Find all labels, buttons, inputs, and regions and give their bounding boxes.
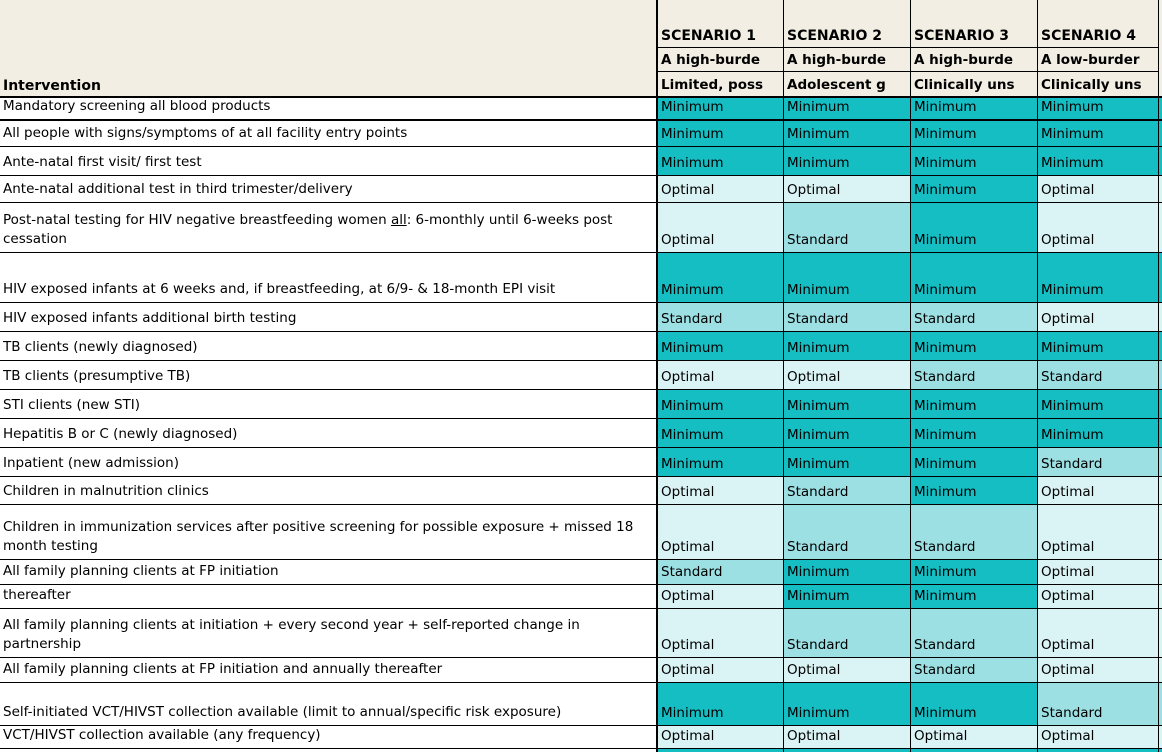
clipped-next-column-sliver: [1158, 505, 1162, 559]
scenario-3-value-cell[interactable]: Standard: [910, 361, 1037, 389]
intervention-column-header[interactable]: Intervention: [0, 0, 656, 96]
scenario-2-value-cell[interactable]: Standard: [783, 477, 910, 504]
scenario-2-header[interactable]: [783, 0, 910, 96]
clipped-next-column-sliver: [1158, 726, 1162, 748]
clipped-next-column-sliver: [1158, 303, 1162, 331]
scenario-3-burden: A high-burde: [911, 47, 1037, 71]
scenario-4-value-cell[interactable]: Optimal: [1037, 560, 1158, 584]
scenario-2-value-cell[interactable]: Minimum: [783, 560, 910, 584]
intervention-label-part: : 6-monthly until 6-weeks post cessation: [3, 211, 613, 248]
scenario-1-value-cell[interactable]: Optimal: [656, 585, 783, 608]
table-body: [0, 98, 1162, 749]
table-row: [0, 658, 1162, 683]
scenario-3-value-cell[interactable]: Optimal: [910, 726, 1037, 748]
table-row: [0, 121, 1162, 147]
scenario-4-value-cell[interactable]: Optimal: [1037, 203, 1158, 252]
scenario-2-value-cell[interactable]: Minimum: [783, 332, 910, 360]
clipped-next-column-sliver: [1158, 477, 1162, 504]
scenario-1-value-cell[interactable]: Minimum: [656, 683, 783, 725]
scenario-1-value-cell[interactable]: Optimal: [656, 505, 783, 559]
scenario-4-value-cell[interactable]: Minimum: [1037, 390, 1158, 418]
clipped-next-column-sliver: [1158, 419, 1162, 447]
intervention-cell[interactable]: thereafter: [0, 585, 656, 608]
scenario-4-value-cell[interactable]: Optimal: [1037, 303, 1158, 331]
table-row: [0, 361, 1162, 390]
clipped-next-column-sliver: [1158, 448, 1162, 476]
clipped-next-column-sliver: [1158, 147, 1162, 175]
scenario-2-title: SCENARIO 2: [787, 28, 882, 44]
scenario-1-value-cell[interactable]: Optimal: [656, 176, 783, 202]
intervention-label-part: Post-natal testing for HIV negative breastfeeding women: [3, 211, 391, 228]
scenario-4-value-cell[interactable]: Optimal: [1037, 609, 1158, 657]
scenario-4-title: SCENARIO 4: [1041, 28, 1136, 44]
scenario-4-value-cell[interactable]: Standard: [1037, 361, 1158, 389]
scenario-2-value-cell[interactable]: Standard: [783, 303, 910, 331]
clipped-next-column-sliver: [1158, 121, 1162, 146]
intervention-cell[interactable]: Children in malnutrition clinics: [0, 477, 656, 504]
scenario-2-value-cell[interactable]: Minimum: [783, 121, 910, 146]
scenario-2-value-cell[interactable]: Optimal: [783, 176, 910, 202]
scenario-3-description: Clinically uns: [911, 71, 1037, 96]
scenario-2-value-cell[interactable]: Standard: [783, 203, 910, 252]
scenario-1-value-cell[interactable]: Minimum: [656, 253, 783, 302]
scenario-3-value-cell[interactable]: Minimum: [910, 477, 1037, 504]
table-row: [0, 585, 1162, 609]
clipped-next-column-sliver: [1158, 361, 1162, 389]
intervention-cell[interactable]: Children in immunization services after positive screening for possible exposure + missed 18 month testing: [0, 505, 656, 559]
intervention-cell[interactable]: VCT/HIVST collection available (any frequency): [0, 726, 656, 748]
scenario-1-value-cell[interactable]: Minimum: [656, 121, 783, 146]
scenario-4-value-cell[interactable]: Optimal: [1037, 176, 1158, 202]
scenario-1-value-cell[interactable]: Minimum: [656, 147, 783, 175]
clipped-next-column-sliver: [1158, 585, 1162, 608]
scenario-1-value-cell[interactable]: Minimum: [656, 419, 783, 447]
scenario-1-value-cell[interactable]: Optimal: [656, 203, 783, 252]
scenario-3-value-cell[interactable]: Minimum: [910, 98, 1037, 119]
intervention-cell[interactable]: All family planning clients at initiation + every second year + self-reported change in partnership: [0, 609, 656, 657]
clipped-next-column-sliver: [1158, 98, 1162, 119]
scenario-1-description: Limited, poss: [658, 71, 783, 96]
scenario-4-value-cell[interactable]: Optimal: [1037, 585, 1158, 608]
clipped-next-column-sliver: [1158, 658, 1162, 682]
scenario-3-header[interactable]: [910, 0, 1037, 96]
intervention-cell[interactable]: All family planning clients at FP initiation and annually thereafter: [0, 658, 656, 682]
scenario-3-value-cell[interactable]: Minimum: [910, 147, 1037, 175]
clipped-next-column-sliver: [1158, 203, 1162, 252]
scenario-4-value-cell[interactable]: Optimal: [1037, 726, 1158, 748]
scenario-4-value-cell[interactable]: Minimum: [1037, 253, 1158, 302]
scenario-1-value-cell[interactable]: Standard: [656, 303, 783, 331]
scenario-2-value-cell[interactable]: Minimum: [783, 253, 910, 302]
scenario-4-value-cell[interactable]: Minimum: [1037, 332, 1158, 360]
intervention-cell[interactable]: All people with signs/symptoms of at all facility entry points: [0, 121, 656, 146]
scenario-4-value-cell[interactable]: Standard: [1037, 683, 1158, 725]
intervention-cell[interactable]: HIV exposed infants at 6 weeks and, if breastfeeding, at 6/9- & 18-month EPI visit: [0, 253, 656, 302]
clipped-next-column-sliver: [1158, 390, 1162, 418]
scenario-4-value-cell[interactable]: Standard: [1037, 448, 1158, 476]
scenario-2-value-cell[interactable]: Optimal: [783, 658, 910, 682]
intervention-cell[interactable]: STI clients (new STI): [0, 390, 656, 418]
scenario-2-value-cell[interactable]: Optimal: [783, 361, 910, 389]
table-row: [0, 176, 1162, 203]
scenario-1-value-cell[interactable]: Optimal: [656, 658, 783, 682]
scenario-3-value-cell[interactable]: Standard: [910, 658, 1037, 682]
scenario-1-header[interactable]: [656, 0, 783, 96]
scenario-1-value-cell[interactable]: Minimum: [656, 390, 783, 418]
table-row: [0, 609, 1162, 658]
scenario-1-value-cell[interactable]: Optimal: [656, 361, 783, 389]
table-row: [0, 505, 1162, 560]
table-header: [0, 0, 1162, 98]
scenario-1-value-cell[interactable]: Optimal: [656, 477, 783, 504]
scenario-4-value-cell[interactable]: Optimal: [1037, 658, 1158, 682]
scenario-4-value-cell[interactable]: Minimum: [1037, 147, 1158, 175]
scenario-1-value-cell[interactable]: Minimum: [656, 332, 783, 360]
scenario-4-value-cell[interactable]: Optimal: [1037, 505, 1158, 559]
intervention-cell[interactable]: HIV exposed infants additional birth testing: [0, 303, 656, 331]
scenario-2-value-cell[interactable]: Minimum: [783, 448, 910, 476]
clipped-next-column-sliver: [1158, 0, 1162, 96]
intervention-label-part: all: [390, 211, 407, 228]
scenario-2-value-cell[interactable]: Standard: [783, 609, 910, 657]
table-row: [0, 303, 1162, 332]
scenario-4-value-cell[interactable]: Minimum: [1037, 98, 1158, 119]
intervention-cell[interactable]: Ante-natal additional test in third trimester/delivery: [0, 176, 656, 202]
scenario-2-value-cell[interactable]: Minimum: [783, 683, 910, 725]
table-row: [0, 560, 1162, 585]
clipped-next-column-sliver: [1158, 560, 1162, 584]
scenario-2-value-cell[interactable]: Optimal: [783, 726, 910, 748]
table-row: [0, 477, 1162, 505]
table-row: [0, 419, 1162, 448]
intervention-cell[interactable]: TB clients (presumptive TB): [0, 361, 656, 389]
scenario-4-description: Clinically uns: [1038, 71, 1158, 96]
scenario-2-value-cell[interactable]: Minimum: [783, 419, 910, 447]
scenario-4-value-cell[interactable]: Optimal: [1037, 477, 1158, 504]
clipped-next-column-sliver: [1158, 253, 1162, 302]
scenario-2-value-cell[interactable]: Minimum: [783, 390, 910, 418]
scenario-3-value-cell[interactable]: Minimum: [910, 121, 1037, 146]
clipped-next-column-sliver: [1158, 176, 1162, 202]
scenario-3-value-cell[interactable]: Minimum: [910, 332, 1037, 360]
scenario-1-value-cell[interactable]: Minimum: [656, 448, 783, 476]
scenario-3-value-cell[interactable]: Minimum: [910, 560, 1037, 584]
table-row: [0, 253, 1162, 303]
intervention-cell[interactable]: All family planning clients at FP initiation: [0, 560, 656, 584]
table-row: [0, 203, 1162, 253]
table-row: [0, 98, 1162, 121]
intervention-cell[interactable]: Inpatient (new admission): [0, 448, 656, 476]
scenario-3-value-cell[interactable]: Minimum: [910, 419, 1037, 447]
scenario-2-burden: A high-burde: [784, 47, 910, 71]
scenario-2-description: Adolescent g: [784, 71, 910, 96]
scenario-3-value-cell[interactable]: Minimum: [910, 448, 1037, 476]
scenario-1-value-cell[interactable]: Optimal: [656, 609, 783, 657]
scenario-3-value-cell[interactable]: Standard: [910, 609, 1037, 657]
clipped-next-column-sliver: [1158, 332, 1162, 360]
scenario-1-value-cell[interactable]: Optimal: [656, 726, 783, 748]
scenario-4-header[interactable]: [1037, 0, 1158, 96]
table-row: [0, 390, 1162, 419]
scenario-3-title: SCENARIO 3: [914, 28, 1009, 44]
scenario-3-value-cell[interactable]: Minimum: [910, 390, 1037, 418]
table-row: [0, 726, 1162, 749]
clipped-next-column-sliver: [1158, 683, 1162, 725]
scenario-2-value-cell[interactable]: Minimum: [783, 98, 910, 119]
table-row: [0, 147, 1162, 176]
table-row: [0, 683, 1162, 726]
scenario-2-value-cell[interactable]: Standard: [783, 505, 910, 559]
scenario-4-value-cell[interactable]: Minimum: [1037, 121, 1158, 146]
intervention-cell[interactable]: Ante-natal first visit/ first test: [0, 147, 656, 175]
scenario-3-value-cell[interactable]: Minimum: [910, 683, 1037, 725]
intervention-cell[interactable]: TB clients (newly diagnosed): [0, 332, 656, 360]
intervention-cell[interactable]: Self-initiated VCT/HIVST collection available (limit to annual/specific risk exposure): [0, 683, 656, 725]
scenario-3-value-cell[interactable]: Minimum: [910, 176, 1037, 202]
clipped-next-column-sliver: [1158, 609, 1162, 657]
scenario-2-value-cell[interactable]: Minimum: [783, 147, 910, 175]
scenario-4-burden: A low-burder: [1038, 47, 1158, 71]
scenario-1-value-cell[interactable]: Minimum: [656, 98, 783, 119]
table-row: [0, 332, 1162, 361]
scenario-1-value-cell[interactable]: Standard: [656, 560, 783, 584]
scenario-1-title: SCENARIO 1: [661, 28, 756, 44]
scenario-2-value-cell[interactable]: Minimum: [783, 585, 910, 608]
scenario-3-value-cell[interactable]: Minimum: [910, 253, 1037, 302]
intervention-cell[interactable]: [0, 203, 656, 252]
scenario-3-value-cell[interactable]: Minimum: [910, 203, 1037, 252]
scenario-1-burden: A high-burde: [658, 47, 783, 71]
scenario-4-value-cell[interactable]: Minimum: [1037, 419, 1158, 447]
scenario-3-value-cell[interactable]: Minimum: [910, 585, 1037, 608]
intervention-cell[interactable]: Mandatory screening all blood products: [0, 98, 656, 119]
scenario-3-value-cell[interactable]: Standard: [910, 303, 1037, 331]
scenario-3-value-cell[interactable]: Standard: [910, 505, 1037, 559]
table-row: [0, 448, 1162, 477]
intervention-cell[interactable]: Hepatitis B or C (newly diagnosed): [0, 419, 656, 447]
